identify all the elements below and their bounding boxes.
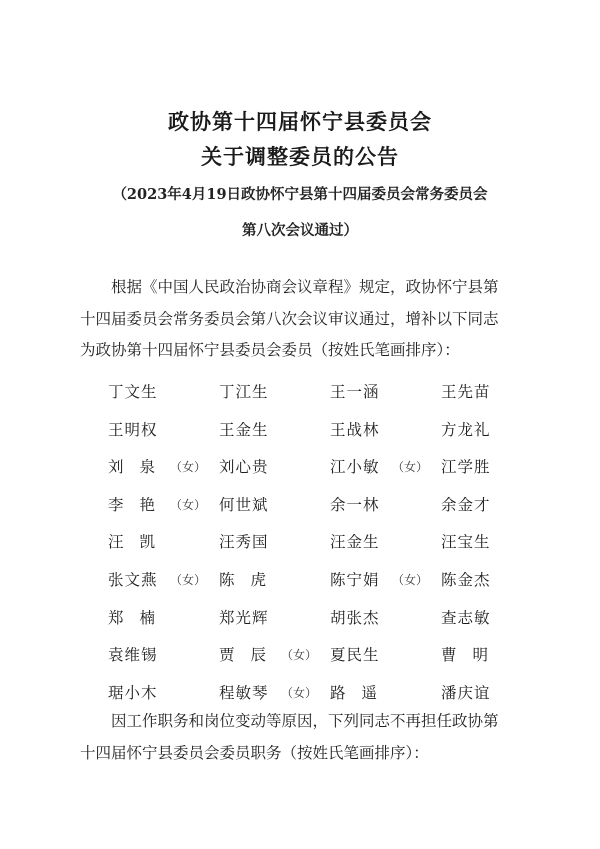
member-name-text: 袁维锡 [108, 646, 158, 665]
member-name-text: 王先苗 [441, 383, 491, 401]
member-name [330, 493, 380, 515]
member-name [330, 681, 393, 703]
member-row [0, 449, 600, 479]
member-name [441, 643, 504, 665]
member-name-text: 郑光辉 [219, 608, 269, 627]
member-name-text: 汪秀国 [219, 533, 269, 552]
member-row [0, 412, 600, 442]
document-subtitle-line1: （2023年4月19日政协怀宁县第十四届委员会常务委员会 [112, 186, 488, 203]
member-name [108, 530, 171, 552]
member-name-text: 陈金杰 [441, 571, 491, 589]
member-name [108, 380, 158, 402]
female-note: （女） [281, 648, 318, 663]
member-name [219, 380, 269, 402]
female-note: （女） [392, 460, 429, 475]
member-name [108, 643, 158, 665]
member-name [219, 455, 269, 477]
member-name [219, 568, 282, 590]
member-row [0, 524, 600, 554]
member-name [108, 681, 158, 703]
member-row [0, 487, 600, 517]
female-note: （女） [392, 573, 429, 587]
member-row [0, 675, 600, 705]
member-name-text: 王战林 [330, 420, 380, 439]
member-name [441, 418, 491, 440]
member-name-text: 江小敏 [330, 458, 380, 477]
female-note: （女） [170, 497, 207, 512]
member-name [330, 643, 380, 665]
member-name [330, 380, 380, 402]
member-name-text: 余金才 [441, 495, 491, 514]
member-name [330, 606, 380, 628]
member-name [219, 493, 269, 515]
member-name [441, 493, 491, 515]
member-name [219, 530, 269, 552]
member-name-text: 王金生 [219, 420, 269, 439]
member-name-text: 陈虎 [219, 571, 283, 589]
member-name-text: 王一涵 [330, 383, 380, 401]
paragraph-additions: 根据《中国人民政治协商会议章程》规定，政协怀宁县第十四届委员会常务委员会第八次会议审议通过，增补以下同志为政协第十四届怀宁县委员会委员（按姓氏笔画排序）： [80, 278, 499, 359]
member-name-text: 查志敏 [441, 608, 491, 627]
member-name-text: 汪金生 [330, 533, 380, 552]
member-name [330, 568, 380, 590]
member-name-text: 江学胜 [441, 458, 491, 477]
member-name [108, 493, 171, 515]
member-name [108, 606, 171, 628]
member-name-text: 刘泉 [108, 458, 172, 477]
member-name-text: 汪凯 [108, 533, 172, 552]
member-name-text: 何世斌 [219, 495, 269, 514]
document-subtitle-line2: 第八次会议通过） [242, 222, 358, 239]
member-name [441, 455, 491, 477]
female-note: （女） [281, 685, 318, 700]
paragraph-removals: 因工作职务和岗位变动等原因，下列同志不再担任政协第十四届怀宁县委员会委员职务（按姓氏笔画排序）： [80, 712, 499, 762]
member-name-text: 李艳 [108, 495, 172, 514]
member-name-text: 路遥 [330, 683, 394, 702]
member-name [219, 681, 269, 703]
member-name [219, 606, 269, 628]
member-name-text: 胡张杰 [330, 608, 380, 627]
member-name-text: 程敏琴 [219, 683, 269, 702]
member-name [108, 455, 171, 477]
member-row [0, 562, 600, 592]
document-title-line1: 政协第十四届怀宁县委员会 [168, 109, 432, 134]
member-name-text: 王明权 [108, 420, 158, 439]
member-name [441, 681, 491, 703]
member-name-text: 夏民生 [330, 646, 380, 665]
member-name [441, 530, 491, 552]
member-name-text: 方龙礼 [441, 420, 491, 439]
member-name [108, 568, 158, 590]
member-name-text: 琚小木 [108, 683, 158, 702]
document-title-line2: 关于调整委员的公告 [201, 144, 399, 169]
member-name-text: 余一林 [330, 495, 380, 514]
member-name [330, 455, 380, 477]
member-name-text: 汪宝生 [441, 533, 491, 552]
member-row [0, 374, 600, 404]
member-name [219, 643, 282, 665]
member-name-text: 陈宁娟 [330, 571, 380, 589]
member-name [441, 606, 491, 628]
member-name-text: 曹明 [441, 646, 505, 665]
member-name-text: 刘心贵 [219, 458, 269, 477]
member-name-text: 张文燕 [108, 571, 158, 589]
member-name-text: 贾辰 [219, 646, 283, 665]
female-note: （女） [170, 573, 207, 587]
member-name [441, 568, 491, 590]
member-name [330, 530, 380, 552]
member-row [0, 600, 600, 630]
member-name [108, 418, 158, 440]
member-name [330, 418, 380, 440]
member-name-text: 郑楠 [108, 608, 172, 627]
member-name [219, 418, 269, 440]
member-name-text: 丁文生 [108, 383, 158, 401]
female-note: （女） [170, 460, 207, 475]
member-name-text: 潘庆谊 [441, 683, 491, 702]
member-name [441, 380, 491, 402]
member-row [0, 637, 600, 667]
member-name-text: 丁江生 [219, 383, 269, 401]
